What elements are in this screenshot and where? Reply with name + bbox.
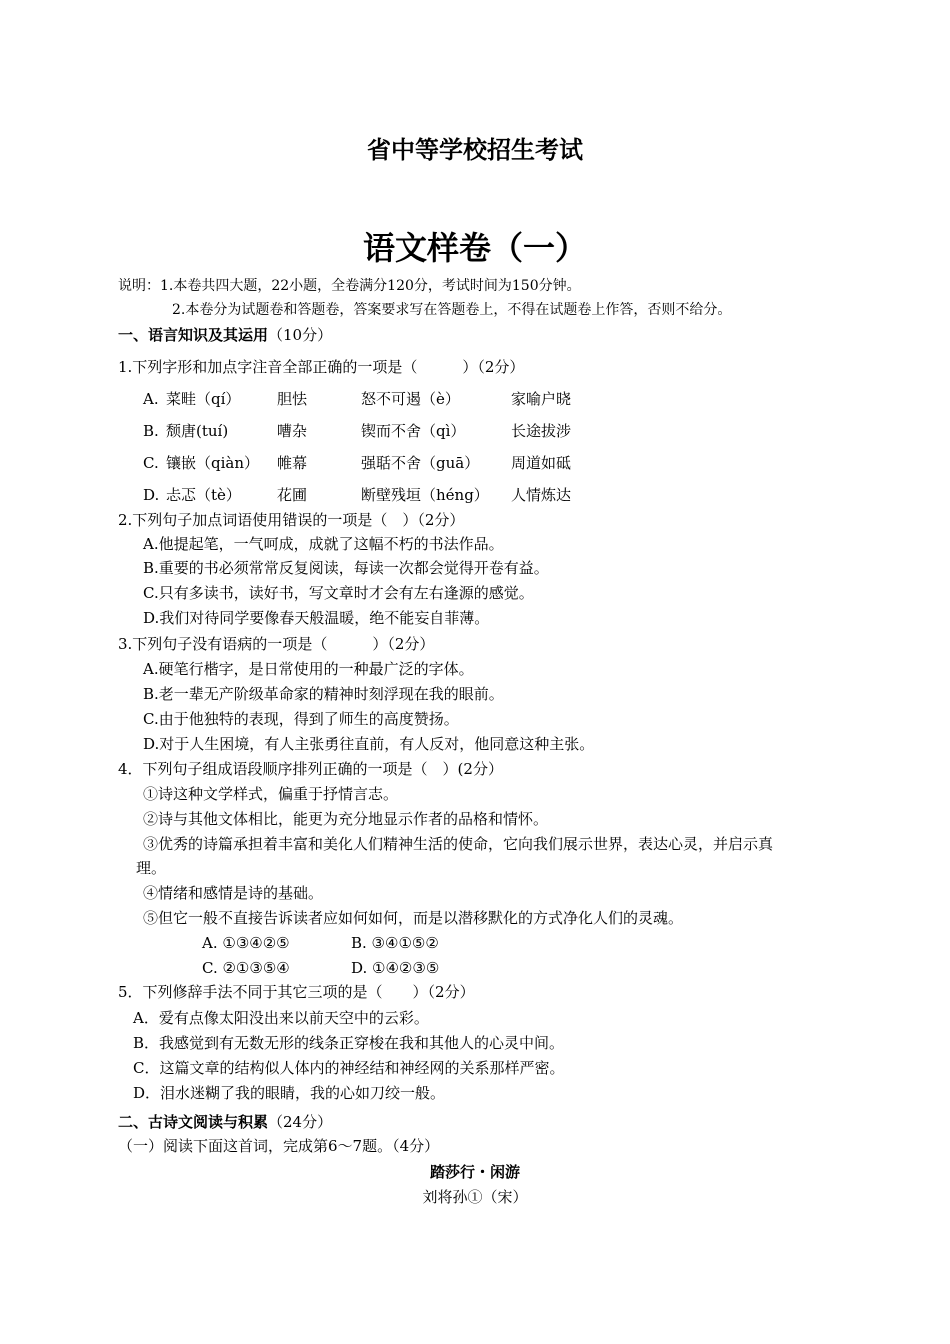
option-cell-2: 花圃 [277, 486, 308, 504]
question-2-option-a: A.他提起笔，一气呵成，成就了这幅不朽的书法作品。 [143, 535, 504, 553]
instructions-line-1: 说明：1.本卷共四大题，22小题，全卷满分120分，考试时间为150分钟。 [118, 278, 581, 294]
question-5-stem: 5．下列修辞手法不同于其它三项的是（ ）（2分） [118, 983, 475, 1001]
option-cell-1: 忐忑（tè） [166, 486, 241, 504]
option-cell-3: 断壁残垣（héng） [361, 486, 489, 504]
question-4-sentence-3: ③优秀的诗篇承担着丰富和美化人们精神生活的使命，它向我们展示世界，表达心灵，并启示真 [143, 835, 774, 853]
option-cell-3: 怒不可遏（è） [361, 390, 460, 408]
option-label: C. [143, 454, 159, 472]
option-cell-4: 家喻户晓 [511, 390, 572, 408]
section-2-title: 二、古诗文阅读与积累 [118, 1113, 269, 1131]
question-3-stem: 3.下列句子没有语病的一项是（ ）（2分） [118, 635, 435, 653]
poem-author: 刘将孙①（宋） [422, 1188, 528, 1206]
option-cell-2: 胆怯 [277, 390, 308, 408]
choice-a: A. ①③④②⑤ [202, 934, 290, 952]
option-cell-1: 镶嵌（qiàn） [166, 454, 260, 472]
section-2-heading [118, 1112, 332, 1132]
option-cell-2: 帷幕 [277, 454, 308, 472]
option-cell-1: 菜畦（qí） [166, 390, 241, 408]
question-4-stem: 4．下列句子组成语段顺序排列正确的一项是（ ）(2分） [118, 760, 503, 778]
paper-title: 语文样卷（一） [362, 229, 587, 267]
choice-b: B. ③④①⑤② [351, 934, 439, 952]
question-1-stem: 1.下列字形和加点字注音全部正确的一项是（ ）（2分） [118, 358, 525, 376]
option-label: D. [143, 486, 160, 504]
question-4-sentence-3-cont: 理。 [136, 859, 167, 877]
instructions-line-2: 2.本卷分为试题卷和答题卷，答案要求写在答题卷上，不得在试题卷上作答，否则不给分。 [172, 302, 732, 318]
question-3-option-c: C.由于他独特的表现，得到了师生的高度赞扬。 [143, 710, 459, 728]
question-4-sentence-4: ④情绪和感情是诗的基础。 [143, 884, 324, 902]
question-5-option-d: D．泪水迷糊了我的眼睛，我的心如刀绞一般。 [133, 1084, 446, 1102]
section-2-part-1: （一）阅读下面这首词，完成第6～7题。（4分） [118, 1137, 440, 1155]
question-5-option-a: A．爱有点像太阳没出来以前天空中的云彩。 [133, 1009, 429, 1027]
question-4-sentence-1: ①诗这种文学样式，偏重于抒情言志。 [143, 785, 399, 803]
choice-d: D. ①④②③⑤ [351, 959, 440, 977]
section-1-heading [118, 325, 332, 345]
option-cell-4: 长途拔涉 [511, 422, 572, 440]
option-cell-3: 锲而不舍（qì） [361, 422, 466, 440]
option-cell-3: 强聒不舍（guā） [361, 454, 480, 472]
poem-title: 踏莎行・闲游 [429, 1163, 520, 1181]
question-2-option-d: D.我们对待同学要像春天般温暖，绝不能妄自菲薄。 [143, 609, 490, 627]
question-4-sentence-2: ②诗与其他文体相比，能更为充分地显示作者的品格和情怀。 [143, 810, 549, 828]
question-3-option-d: D.对于人生困境，有人主张勇往直前，有人反对，他同意这种主张。 [143, 735, 595, 753]
question-2-option-b: B.重要的书必须常常反复阅读，每读一次都会觉得开卷有益。 [143, 559, 549, 577]
option-cell-2: 嘈杂 [277, 422, 308, 440]
question-5-option-b: B．我感觉到有无数无形的线条正穿梭在我和其他人的心灵中间。 [133, 1034, 565, 1052]
question-4-sentence-5: ⑤但它一般不直接告诉读者应如何如何，而是以潜移默化的方式净化人们的灵魂。 [143, 909, 684, 927]
option-label: A. [143, 390, 159, 408]
exam-title: 省中等学校招生考试 [367, 135, 583, 164]
question-2-option-c: C.只有多读书，读好书，写文章时才会有左右逢源的感觉。 [143, 584, 534, 602]
section-2-points: （24分） [268, 1113, 333, 1131]
section-1-title: 一、语言知识及其运用 [118, 326, 269, 344]
option-cell-1: 颓唐(tuí) [166, 422, 229, 440]
choice-c: C. ②①③⑤④ [202, 959, 290, 977]
option-label: B. [143, 422, 159, 440]
section-1-points: （10分） [268, 326, 333, 344]
option-cell-4: 周道如砥 [511, 454, 572, 472]
question-3-option-a: A.硬笔行楷字，是日常使用的一种最广泛的字体。 [143, 660, 474, 678]
question-5-option-c: C．这篇文章的结构似人体内的神经结和神经网的关系那样严密。 [133, 1059, 565, 1077]
question-3-option-b: B.老一辈无产阶级革命家的精神时刻浮现在我的眼前。 [143, 685, 504, 703]
question-2-stem: 2.下列句子加点词语使用错误的一项是（ ）（2分） [118, 511, 465, 529]
option-cell-4: 人情炼达 [511, 486, 572, 504]
